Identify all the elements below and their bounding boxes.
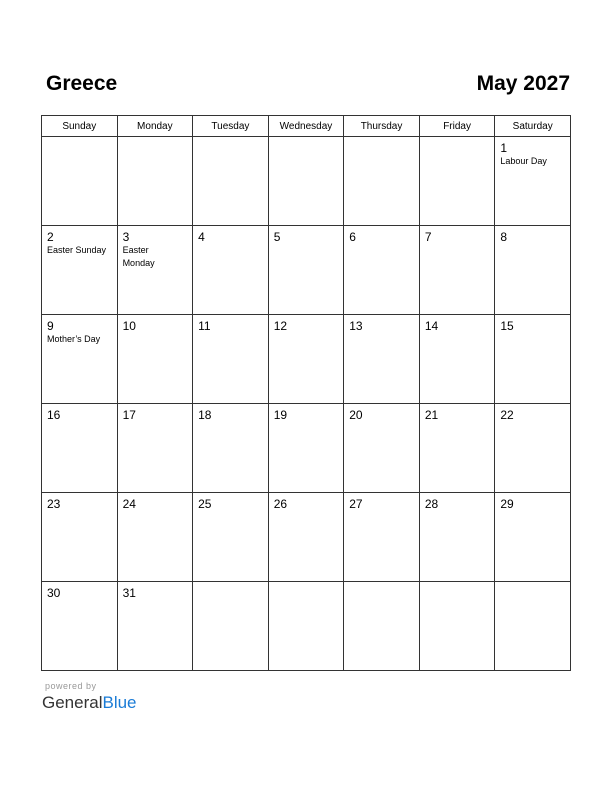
day-cell	[42, 582, 118, 671]
day-number: 19	[273, 408, 288, 422]
week-row	[42, 137, 571, 226]
day-cell	[117, 226, 193, 315]
holiday-label: Labour Day	[500, 156, 547, 166]
week-row	[42, 226, 571, 315]
day-number: 21	[424, 408, 439, 422]
day-number: 30	[47, 586, 61, 600]
day-cell	[117, 404, 193, 493]
day-number: 31	[122, 586, 136, 600]
brand-logo-general: General	[42, 693, 103, 712]
day-cell	[419, 404, 495, 493]
calendar-header	[41, 70, 571, 100]
day-cell	[495, 315, 571, 404]
day-number: 18	[198, 408, 212, 422]
day-number: 7	[424, 230, 432, 244]
day-cell	[344, 315, 420, 404]
day-cell	[193, 493, 269, 582]
day-cell	[117, 137, 193, 226]
week-row	[42, 315, 571, 404]
day-cell	[193, 404, 269, 493]
day-cell	[495, 404, 571, 493]
day-number: 17	[122, 408, 136, 422]
weekday-header: Thursday	[344, 116, 420, 137]
day-cell	[344, 226, 420, 315]
day-number: 8	[500, 230, 508, 244]
day-number: 6	[349, 230, 356, 244]
day-cell	[419, 582, 495, 671]
day-cell	[495, 226, 571, 315]
brand-logo	[42, 693, 137, 713]
day-number: 1	[500, 141, 508, 155]
weekday-header-row	[42, 116, 571, 137]
day-cell	[495, 137, 571, 226]
day-number: 9	[47, 319, 54, 333]
day-cell	[42, 137, 118, 226]
day-cell	[419, 493, 495, 582]
day-number: 5	[273, 230, 281, 244]
day-cell	[344, 493, 420, 582]
day-cell	[42, 226, 118, 315]
brand-logo-blue: Blue	[102, 693, 137, 712]
day-cell	[495, 582, 571, 671]
day-number: 28	[424, 497, 439, 511]
day-cell	[42, 493, 118, 582]
day-number: 22	[500, 408, 514, 422]
weekday-header: Tuesday	[193, 116, 269, 137]
day-cell	[344, 137, 420, 226]
day-cell	[268, 137, 344, 226]
day-cell	[42, 404, 118, 493]
powered-by-text: powered by	[45, 681, 97, 691]
day-number: 13	[349, 319, 363, 333]
day-cell	[419, 226, 495, 315]
day-cell	[42, 315, 118, 404]
country-title: Greece	[46, 72, 118, 95]
holiday-label: Easter Sunday	[47, 245, 107, 255]
day-number: 25	[198, 497, 212, 511]
month-year-title: May 2027	[476, 72, 570, 95]
day-cell	[268, 404, 344, 493]
day-cell	[419, 137, 495, 226]
day-cell	[117, 315, 193, 404]
day-number: 26	[273, 497, 288, 511]
day-cell	[344, 404, 420, 493]
day-cell	[193, 315, 269, 404]
day-cell	[193, 582, 269, 671]
day-cell	[268, 226, 344, 315]
day-number: 11	[198, 319, 211, 333]
day-cell	[268, 315, 344, 404]
week-row	[42, 493, 571, 582]
day-cell	[193, 137, 269, 226]
day-number: 10	[122, 319, 136, 333]
day-cell	[117, 493, 193, 582]
day-cell	[419, 315, 495, 404]
day-number: 27	[349, 497, 363, 511]
day-number: 12	[273, 319, 288, 333]
day-number: 4	[198, 230, 205, 244]
weekday-header: Monday	[117, 116, 193, 137]
day-number: 23	[47, 497, 61, 511]
day-number: 24	[122, 497, 136, 511]
day-number: 14	[424, 319, 439, 333]
day-cell	[344, 582, 420, 671]
day-number: 20	[349, 408, 363, 422]
holiday-label: Mother’s Day	[47, 334, 101, 344]
holiday-label: Easter Monday	[122, 245, 155, 268]
day-cell	[268, 493, 344, 582]
footer-branding	[42, 681, 137, 713]
day-number: 16	[47, 408, 61, 422]
day-number: 29	[500, 497, 514, 511]
day-cell	[268, 582, 344, 671]
weekday-header: Saturday	[495, 116, 571, 137]
day-cell	[117, 582, 193, 671]
calendar-grid	[41, 115, 571, 671]
day-cell	[193, 226, 269, 315]
day-number: 3	[122, 230, 130, 244]
day-number: 2	[47, 230, 54, 244]
weekday-header: Friday	[419, 116, 495, 137]
day-number: 15	[500, 319, 514, 333]
weekday-header: Sunday	[42, 116, 118, 137]
weekday-header: Wednesday	[268, 116, 344, 137]
day-cell	[495, 493, 571, 582]
week-row	[42, 582, 571, 671]
week-row	[42, 404, 571, 493]
